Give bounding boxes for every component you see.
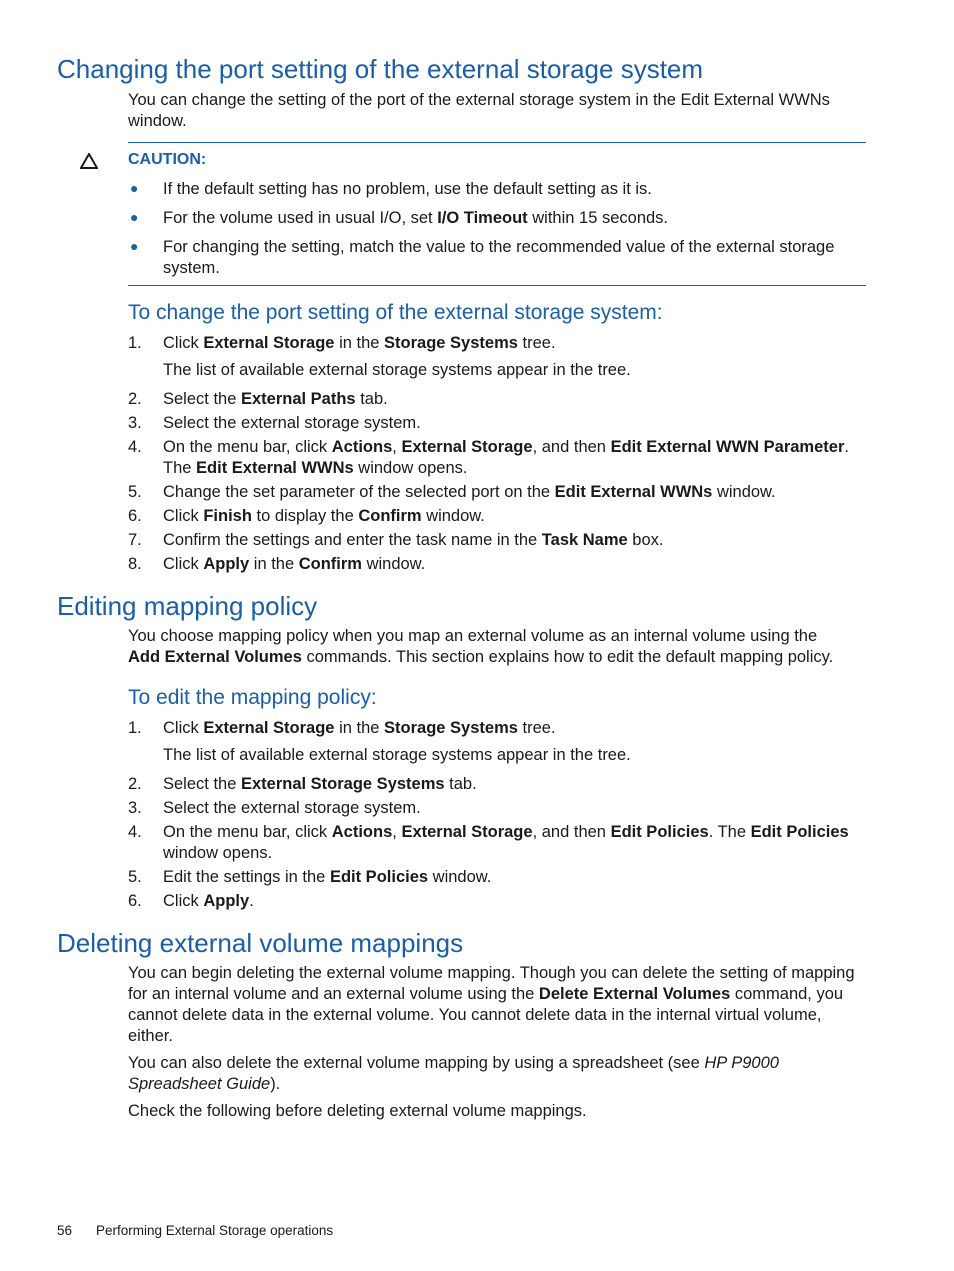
- step-text: Click Apply in the Confirm window.: [163, 555, 426, 573]
- section-heading-port-setting: Changing the port setting of the external storage system: [57, 54, 704, 84]
- paragraph-line: cannot delete data in the external volume. You cannot delete data in the internal virtual volume,: [128, 1006, 822, 1024]
- step-text: Select the External Storage Systems tab.: [163, 775, 477, 793]
- step-number: 7.: [128, 531, 142, 549]
- paragraph-line: either.: [128, 1027, 173, 1045]
- step-note: The list of available external storage systems appear in the tree.: [163, 361, 631, 379]
- step-text: On the menu bar, click Actions, External Storage, and then Edit Policies. The Edit Policies: [163, 823, 849, 841]
- caution-top-rule: [128, 142, 866, 143]
- paragraph-line: Spreadsheet Guide).: [128, 1075, 281, 1093]
- step-text: Click Finish to display the Confirm window.: [163, 507, 485, 525]
- procedure-heading: To edit the mapping policy:: [128, 686, 377, 709]
- caution-bullet-text: For the volume used in usual I/O, set I/O Timeout within 15 seconds.: [163, 209, 669, 227]
- step-number: 1.: [128, 719, 142, 737]
- section-intro-line: Add External Volumes commands. This section explains how to edit the default mapping policy.: [128, 648, 834, 666]
- section-intro-line: You can change the setting of the port of the external storage system in the Edit External WWNs: [128, 91, 830, 109]
- step-text: Click External Storage in the Storage Systems tree.: [163, 334, 556, 352]
- step-text: Click External Storage in the Storage Systems tree.: [163, 719, 556, 737]
- step-number: 6.: [128, 892, 142, 910]
- step-number: 4.: [128, 823, 142, 841]
- footer-chapter-title: Performing External Storage operations: [96, 1223, 334, 1238]
- step-text: Edit the settings in the Edit Policies window.: [163, 868, 492, 886]
- section-heading-deleting-mappings: Deleting external volume mappings: [57, 928, 464, 958]
- caution-bullet-text: system.: [163, 259, 220, 277]
- paragraph-line: Check the following before deleting external volume mappings.: [128, 1102, 587, 1120]
- section-intro-line: window.: [128, 112, 187, 130]
- paragraph-line: You can begin deleting the external volume mapping. Though you can delete the setting of mapping: [128, 964, 855, 982]
- caution-bullet-text: For changing the setting, match the value to the recommended value of the external storage: [163, 238, 835, 256]
- caution-bottom-rule: [128, 285, 866, 286]
- step-number: 6.: [128, 507, 142, 525]
- caution-bullet-text: If the default setting has no problem, use the default setting as it is.: [163, 180, 652, 198]
- step-number: 2.: [128, 775, 142, 793]
- step-text: Select the external storage system.: [163, 414, 421, 432]
- step-note: The list of available external storage systems appear in the tree.: [163, 746, 631, 764]
- step-text: Select the external storage system.: [163, 799, 421, 817]
- step-number: 1.: [128, 334, 142, 352]
- step-text: On the menu bar, click Actions, External Storage, and then Edit External WWN Parameter.: [163, 438, 849, 456]
- procedure-heading: To change the port setting of the external storage system:: [128, 301, 663, 324]
- step-text: Change the set parameter of the selected port on the Edit External WWNs window.: [163, 483, 776, 501]
- paragraph-line: for an internal volume and an external volume using the Delete External Volumes command, you: [128, 985, 844, 1003]
- step-number: 5.: [128, 483, 142, 501]
- bullet-dot: ●: [130, 209, 139, 225]
- page-number: 56: [57, 1223, 73, 1238]
- step-number: 3.: [128, 799, 142, 817]
- step-number: 3.: [128, 414, 142, 432]
- step-text: Confirm the settings and enter the task name in the Task Name box.: [163, 531, 664, 549]
- section-heading-mapping-policy: Editing mapping policy: [57, 591, 318, 621]
- caution-label: CAUTION:: [128, 151, 207, 168]
- step-text: Select the External Paths tab.: [163, 390, 388, 408]
- section-intro-line: You choose mapping policy when you map an external volume as an internal volume using the: [128, 627, 818, 645]
- step-text: window opens.: [163, 844, 273, 862]
- step-text: Click Apply.: [163, 892, 254, 910]
- bullet-dot: ●: [130, 238, 139, 254]
- step-number: 8.: [128, 555, 142, 573]
- step-text: The Edit External WWNs window opens.: [163, 459, 468, 477]
- paragraph-line: You can also delete the external volume mapping by using a spreadsheet (see HP P9000: [128, 1054, 779, 1072]
- caution-icon: [80, 153, 98, 174]
- step-number: 5.: [128, 868, 142, 886]
- step-number: 2.: [128, 390, 142, 408]
- step-number: 4.: [128, 438, 142, 456]
- bullet-dot: ●: [130, 180, 139, 196]
